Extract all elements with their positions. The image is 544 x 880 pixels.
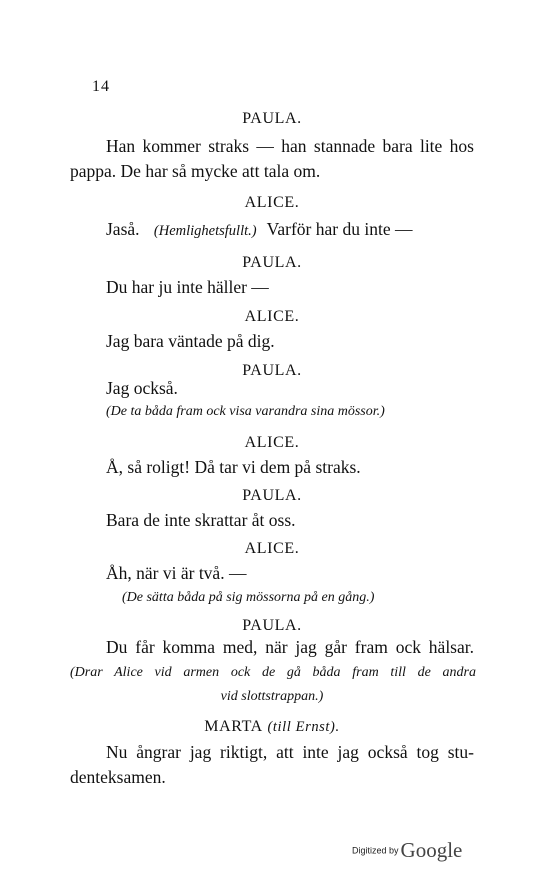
watermark-prefix: Digitized by [352,845,399,856]
dialogue-line: Bara de inte skrattar åt oss. [106,510,296,530]
dialogue-line: denteksamen. [70,767,166,787]
speaker-name: ALICE. [244,434,300,451]
page-number: 14 [92,78,110,95]
dialogue-line: Nu ångrar jag riktigt, att inte jag också tog stu- [106,742,474,762]
dialogue-line: pappa. De har så mycke att tala om. [70,161,321,181]
stage-direction: (De ta båda fram ock visa varandra sina mössor.) [106,404,385,419]
stage-direction: (Drar Alice vid armen ock de gå båda fram till de andra [70,665,476,680]
speaker-name: ALICE. [244,540,300,557]
speaker-name: ALICE. [244,194,300,211]
dialogue-line: Jag bara väntade på dig. [106,331,275,351]
dialogue-line: Åh, när vi är två. — [106,563,247,583]
stage-direction: (till Ernst). [267,719,340,735]
speaker-name: PAULA. [242,110,302,127]
dialogue-line [106,219,412,240]
speaker-name: PAULA. [242,487,302,504]
dialogue-text: Varför har du inte — [266,219,413,239]
dialogue-line: Jag också. [106,378,178,398]
dialogue-line: Du får komma med, när jag går fram ock hälsar. [106,637,474,657]
speaker-name: PAULA. [242,617,302,634]
speaker-with-direction [0,718,544,736]
dialogue-text: Jaså. [106,219,140,239]
dialogue-line: Han kommer straks — han stannade bara lite hos [106,136,474,156]
speaker-name: MARTA [204,718,263,735]
stage-direction: vid slottstrappan.) [220,689,324,704]
digitized-by-google-watermark [352,838,462,863]
stage-direction: (Hemlighetsfullt.) [153,223,257,239]
dialogue-line: Å, så roligt! Då tar vi dem på straks. [106,457,361,477]
dialogue-line: Du har ju inte häller — [106,277,269,297]
speaker-name: ALICE. [244,308,300,325]
stage-direction: (De sätta båda på sig mössorna på en gång.) [122,590,375,605]
google-logo: Google [400,838,463,862]
speaker-name: PAULA. [242,362,302,379]
speaker-name: PAULA. [242,254,302,271]
